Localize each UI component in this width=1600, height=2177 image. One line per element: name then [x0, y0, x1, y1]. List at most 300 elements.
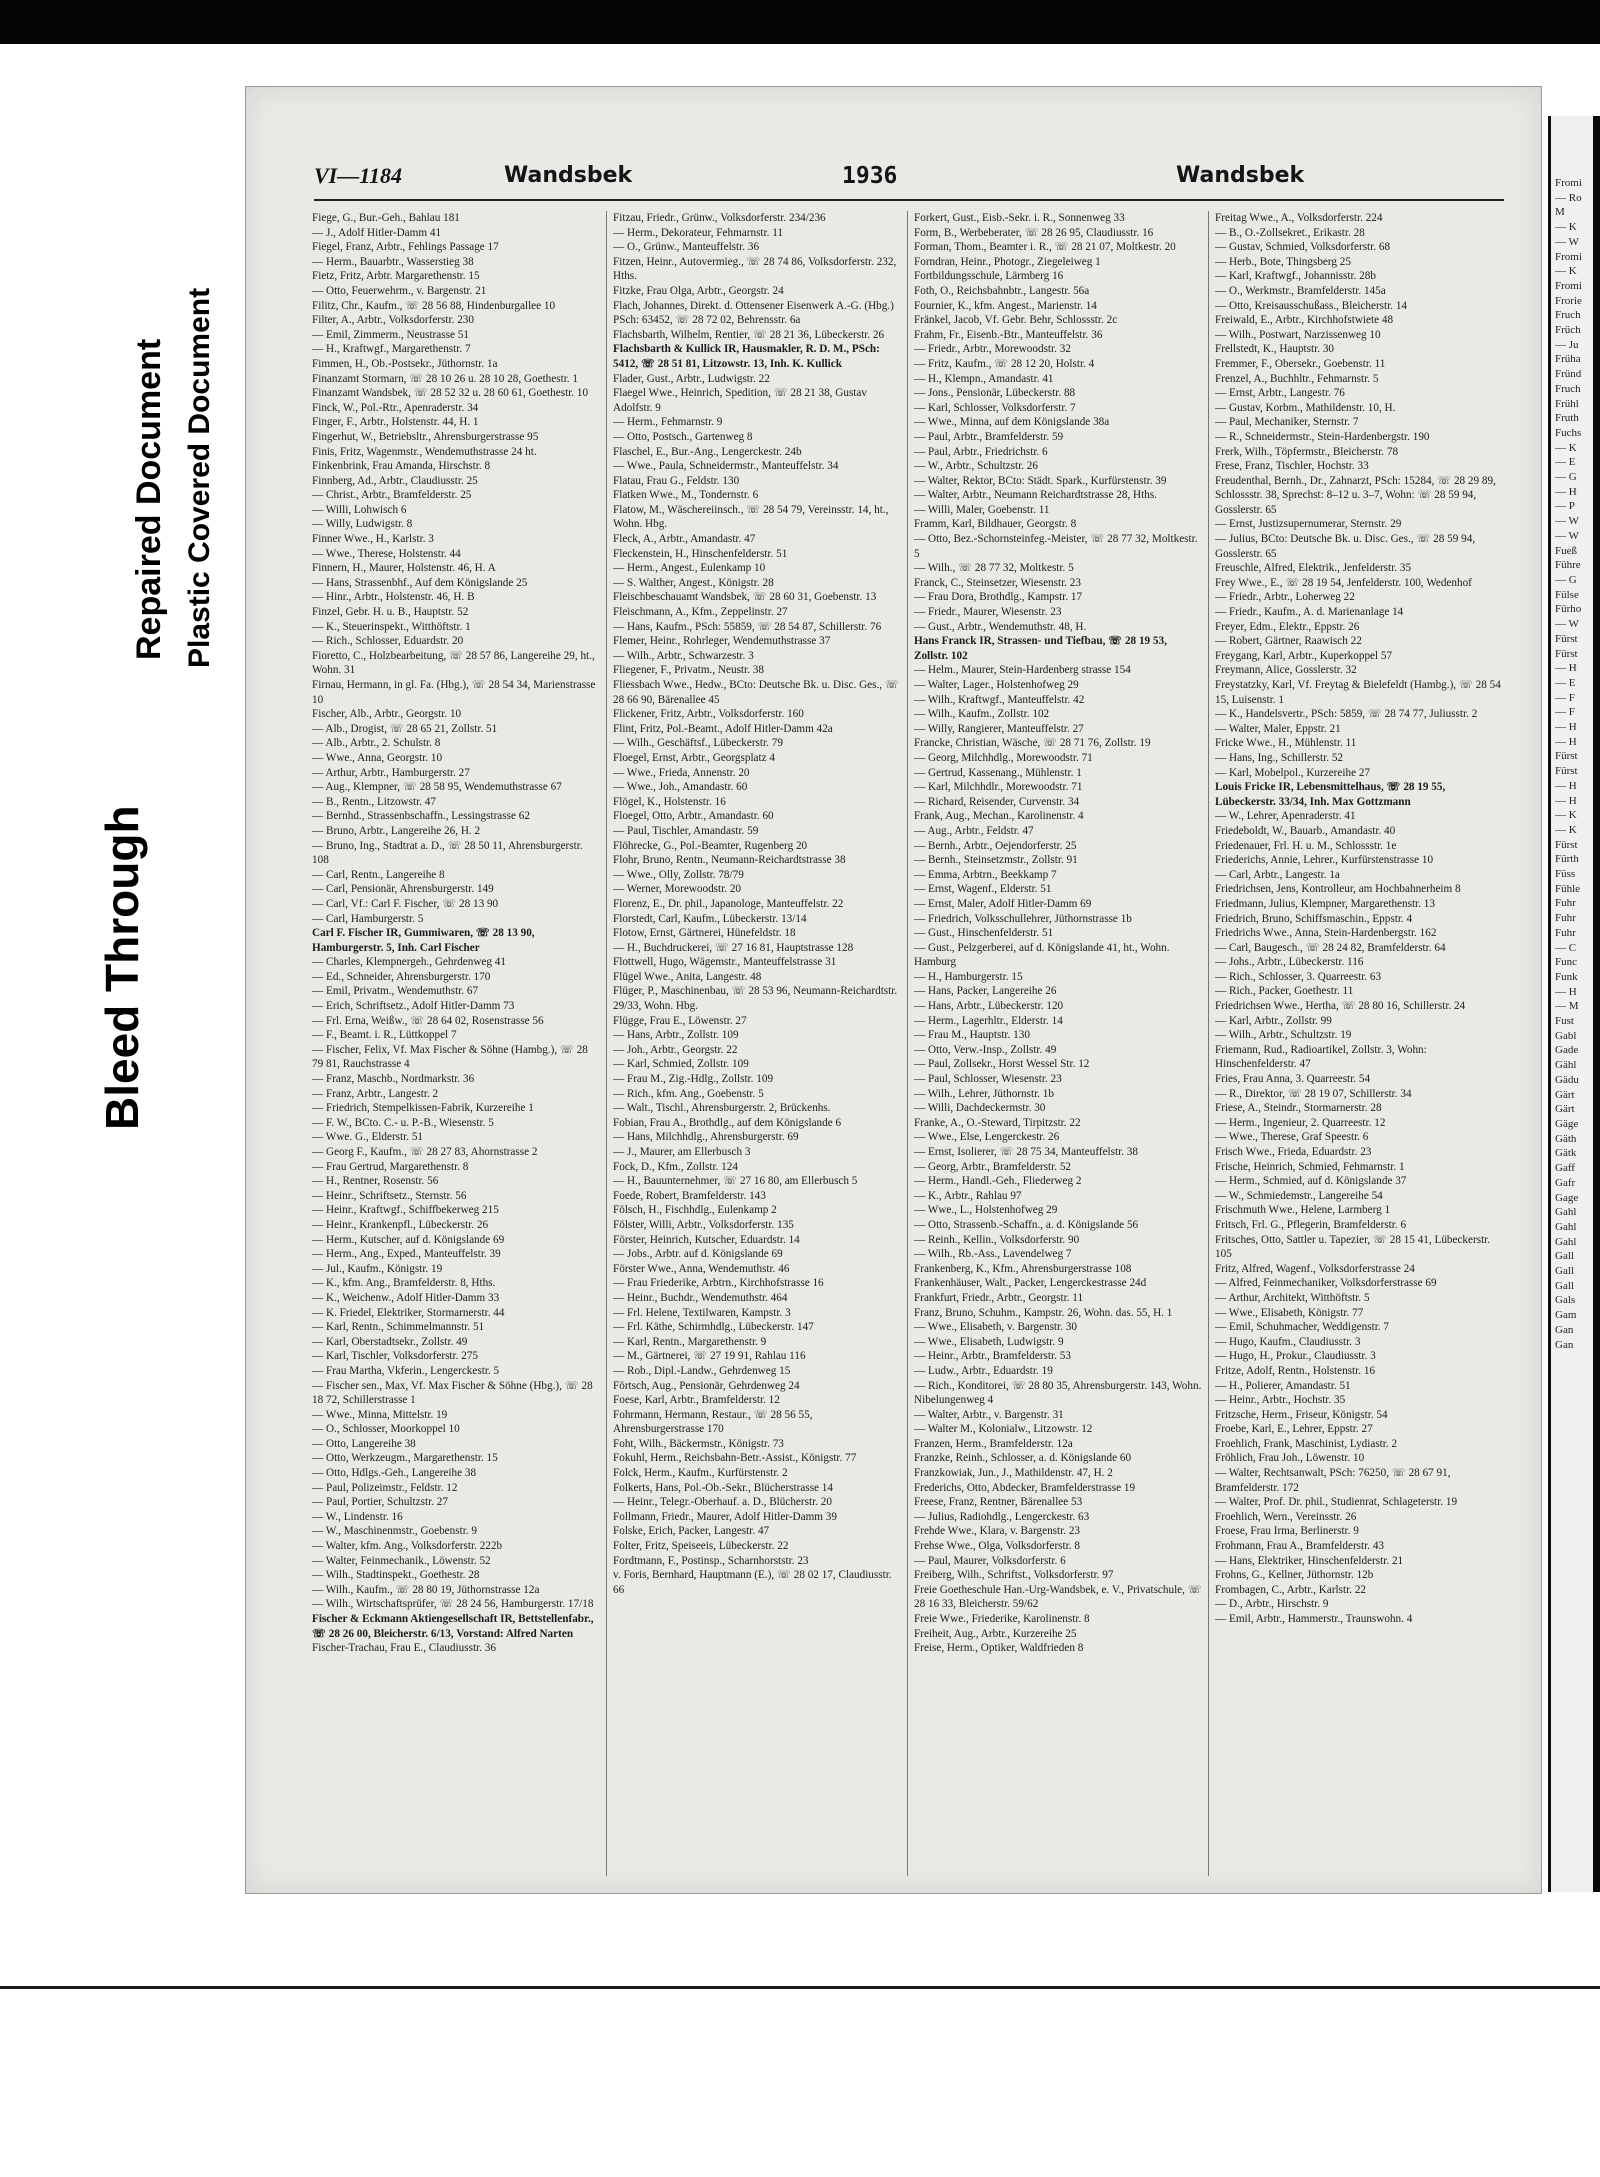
directory-entry: — F., Beamt. i. R., Lüttkoppel 7	[312, 1029, 457, 1042]
directory-entry: — Paul, Arbtr., Friedrichstr. 6	[914, 445, 1048, 458]
directory-entry: — J., Adolf Hitler-Damm 41	[312, 226, 442, 239]
directory-entry: Flügel Wwe., Anita, Langestr. 48	[613, 970, 762, 983]
directory-entry: — Gust., Hinschenfelderstr. 51	[914, 927, 1054, 940]
directory-entry: — K., Arbtr., Rahlau 97	[914, 1189, 1022, 1202]
directory-entry: — Willi, Lohwisch 6	[312, 503, 407, 516]
directory-entry: Flachsbarth & Kullick IR, Hausmakler, R. D. M., PSch: 5412, ☏ 28 51 81, Litzowstr. 13, Inh. K. Kullick	[613, 343, 880, 370]
directory-entry: — Hugo, Kaufm., Claudiusstr. 3	[1215, 1335, 1361, 1348]
adjacent-page-fragment: Fuchs	[1555, 426, 1582, 439]
directory-entry: — Georg F., Kaufm., ☏ 28 27 83, Ahornstrasse 2	[312, 1146, 538, 1158]
directory-entry: Finzel, Gebr. H. u. B., Hauptstr. 52	[312, 606, 469, 619]
directory-entry: — Ernst, Isolierer, ☏ 28 75 34, Manteuffelstr. 38	[914, 1146, 1138, 1158]
directory-entry: Floegel, Otto, Arbtr., Amandastr. 60	[613, 810, 774, 823]
directory-entry: Fobian, Frau A., Brothdlg., auf dem Königslande 6	[613, 1116, 842, 1129]
directory-entry: — Werner, Morewoodstr. 20	[613, 883, 742, 896]
directory-entry: Florenz, E., Dr. phil., Japanologe, Manteuffelstr. 22	[613, 897, 844, 910]
directory-entry: — Walter, Arbtr., v. Bargenstr. 31	[914, 1408, 1064, 1421]
directory-entry: — B., O.-Zollsekret., Erikastr. 28	[1215, 226, 1365, 239]
directory-entry: Friedrichsen, Jens, Kontrolleur, am Hochbahnerheim 8	[1215, 883, 1461, 896]
directory-entry: Foese, Karl, Arbtr., Bramfelderstr. 12	[613, 1394, 780, 1407]
directory-entry: — Willy, Ludwigstr. 8	[312, 518, 413, 531]
directory-entry: — Ludw., Arbtr., Eduardstr. 19	[914, 1364, 1053, 1377]
adjacent-page-fragment: — Ro	[1555, 191, 1582, 204]
directory-entry: — Karl, Rentn., Schimmelmannstr. 51	[312, 1321, 485, 1334]
directory-entry: Flöhrecke, G., Pol.-Beamter, Rugenberg 20	[613, 839, 808, 852]
directory-entry: — Walter, Prof. Dr. phil., Studienrat, Schlageterstr. 19	[1215, 1496, 1458, 1509]
directory-entry: Frank, Aug., Mechan., Karolinenstr. 4	[914, 810, 1084, 823]
directory-entry: v. Foris, Bernhard, Hauptmann (E.), ☏ 28 02 17, Claudiusstr. 66	[613, 1569, 892, 1596]
directory-entry: — W., Lehrer, Apenraderstr. 41	[1215, 810, 1356, 823]
adjacent-page-fragment: Früha	[1555, 353, 1581, 366]
adjacent-page-fragment: Fruth	[1555, 412, 1579, 425]
directory-entry: — Hans, Milchhdlg., Ahrensburgerstr. 69	[613, 1131, 799, 1144]
directory-entry: — Aug., Arbtr., Feldstr. 47	[914, 824, 1034, 837]
directory-entry: Fock, D., Kfm., Zollstr. 124	[613, 1160, 738, 1173]
directory-entry: — Walter, Rechtsanwalt, PSch: 76250, ☏ 28 67 91, Bramfelderstr. 172	[1215, 1467, 1451, 1494]
directory-entry: — Carl, Pensionär, Ahrensburgerstr. 149	[312, 883, 494, 896]
directory-entry: — Karl, Mobelpol., Kurzereihe 27	[1215, 766, 1371, 779]
directory-entry: — K. Friedel, Elektriker, Stormarnerstr. 44	[312, 1306, 505, 1319]
directory-entry: Frische, Heinrich, Schmied, Fehmarnstr. 1	[1215, 1160, 1405, 1173]
directory-entry: Froehlich, Frank, Maschinist, Lydiastr. 2	[1215, 1437, 1398, 1450]
directory-entry: Freitag Wwe., A., Volksdorferstr. 224	[1215, 212, 1383, 224]
directory-entry: — Gust., Arbtr., Wendemuthstr. 48, H.	[914, 620, 1087, 633]
directory-entry: — Wwe., L., Holstenhofweg 29	[914, 1204, 1058, 1217]
directory-entry: — Rich., Schlosser, 3. Quarreestr. 63	[1215, 970, 1382, 983]
directory-entry: — W., Lindenstr. 16	[312, 1510, 403, 1523]
directory-entry: Friedrichs Wwe., Anna, Stein-Hardenbergstr. 162	[1215, 927, 1437, 940]
adjacent-page-fragment: — W	[1555, 515, 1579, 528]
directory-entry: Flatow, M., Wäschereiinsch., ☏ 28 54 79, Vereinsstr. 14, ht., Wohn. Hbg.	[613, 503, 889, 531]
directory-entry: — Otto, Kreisausschußass., Bleicherstr. 14	[1215, 299, 1408, 312]
directory-entry: — Friedr., Kaufm., A. d. Marienanlage 14	[1215, 606, 1404, 619]
page-number: VI—1184	[314, 163, 403, 188]
directory-entry: — Herm., Ang., Exped., Manteuffelstr. 39	[312, 1248, 501, 1261]
directory-entry: — Karl, Rentn., Margarethenstr. 9	[613, 1335, 767, 1348]
annotation-labels	[0, 0, 245, 1986]
directory-entry: — H., Rentner, Rosenstr. 56	[312, 1175, 439, 1188]
directory-entry: — Wwe., Frieda, Annenstr. 20	[613, 766, 750, 779]
directory-entry: Froese, Frau Irma, Berlinerstr. 9	[1215, 1525, 1359, 1538]
directory-entry: — R., Direktor, ☏ 28 19 07, Schillerstr. 34	[1215, 1087, 1412, 1100]
directory-entry: — Herm., Angest., Eulenkamp 10	[613, 562, 766, 575]
directory-columns	[312, 211, 1508, 1876]
label-repaired-document: Repaired Document	[130, 338, 168, 660]
adjacent-page-fragment: Führe	[1555, 559, 1581, 572]
directory-entry: Flaegel Wwe., Heinrich, Spedition, ☏ 28 21 38, Gustav Adolfstr. 9	[613, 387, 867, 414]
adjacent-page-fragment: Fürst	[1555, 765, 1578, 778]
adjacent-page-fragment: — F	[1555, 706, 1575, 719]
directory-entry: Freuschle, Alfred, Elektrik., Jenfelderstr. 35	[1215, 562, 1412, 575]
directory-entry: Frohns, G., Kellner, Jüthornstr. 12b	[1215, 1569, 1374, 1582]
directory-entry: — Wilh., Geschäftsf., Lübeckerstr. 79	[613, 737, 783, 750]
adjacent-page-fragment: Gahl	[1555, 1206, 1577, 1219]
directory-entry: Finck, W., Pol.-Rtr., Apenraderstr. 34	[312, 401, 479, 414]
directory-entry: — Rich., Konditorei, ☏ 28 80 35, Ahrensburgerstr. 143, Wohn. Nibelungenweg 4	[914, 1379, 1202, 1407]
adjacent-page-fragment: Gan	[1555, 1323, 1574, 1336]
directory-entry: Fitzke, Frau Olga, Arbtr., Georgstr. 24	[613, 284, 784, 297]
directory-entry: Frederichs, Otto, Abdecker, Bramfelderstrasse 19	[914, 1481, 1136, 1494]
directory-entry: Fohrmann, Hermann, Restaur., ☏ 28 56 55, Ahrensburgerstrasse 170	[613, 1408, 813, 1436]
directory-entry: Franck, C., Steinsetzer, Wiesenstr. 23	[914, 576, 1081, 589]
directory-entry: — Wilh., Kraftwgf., Manteuffelstr. 42	[914, 693, 1085, 706]
directory-entry: — Wwe. G., Elderstr. 51	[312, 1131, 424, 1144]
directory-entry: — Willy, Rangierer, Manteuffelstr. 27	[914, 722, 1084, 735]
directory-entry: — Wwe., Elisabeth, Königstr. 77	[1215, 1306, 1364, 1319]
directory-entry: — Walter, Rektor, BCto: Städt. Spark., Kurfürstenstr. 39	[914, 474, 1167, 487]
adjacent-page-fragment: Fürth	[1555, 853, 1579, 866]
directory-entry: Freymann, Alice, Gosslerstr. 32	[1215, 664, 1357, 677]
directory-entry: — Willi, Maler, Goebenstr. 11	[914, 503, 1050, 516]
directory-entry: — Friedr., Arbtr., Loherweg 22	[1215, 591, 1355, 604]
directory-entry: Fölster, Willi, Arbtr., Volksdorferstr. 135	[613, 1218, 794, 1231]
directory-entry: Friemann, Rud., Radioartikel, Zollstr. 3, Wohn: Hinschenfelderstr. 47	[1215, 1043, 1427, 1071]
directory-entry: — H., Hamburgerstr. 15	[914, 970, 1023, 983]
adjacent-page-fragment: — H	[1555, 735, 1577, 748]
directory-entry: — Wilh., Wirtschaftsprüfer, ☏ 28 24 56, Hamburgerstr. 17/18	[312, 1598, 594, 1611]
adjacent-page-fragment: Gan	[1555, 1338, 1574, 1351]
directory-entry: Friedeboldt, W., Bauarb., Amandastr. 40	[1215, 824, 1396, 837]
directory-entry: Fiegel, Franz, Arbtr., Fehlings Passage 17	[312, 241, 499, 254]
directory-entry: — Arthur, Arbtr., Hamburgerstr. 27	[312, 766, 470, 779]
directory-entry: Friedenauer, Frl. H. u. M., Schlossstr. 1e	[1215, 839, 1397, 852]
adjacent-page-fragment: — K	[1555, 221, 1577, 234]
directory-entry: Folkerts, Hans, Pol.-Ob.-Sekr., Blücherstrasse 14	[613, 1481, 833, 1494]
directory-entry: — Alb., Arbtr., 2. Schulstr. 8	[312, 737, 441, 750]
directory-entry: — Otto, Hdlgs.-Geh., Langereihe 38	[312, 1467, 477, 1480]
directory-entry: — Hans, Packer, Langereihe 26	[914, 985, 1057, 998]
directory-entry: — Heinr., Arbtr., Hochstr. 35	[1215, 1394, 1346, 1407]
directory-entry: — Ernst, Maler, Adolf Hitler-Damm 69	[914, 897, 1092, 910]
directory-entry: Flach, Johannes, Direkt. d. Ottensener Eisenwerk A.-G. (Hbg.) PSch: 63452, ☏ 28 72 02, Behrensstr. 6a	[613, 299, 894, 327]
directory-entry: — Frau Gertrud, Margarethenstr. 8	[312, 1160, 469, 1173]
adjacent-page-fragment: Gärt	[1555, 1103, 1575, 1116]
directory-entry: Friederichs, Annie, Lehrer., Kurfürstenstrasse 10	[1215, 854, 1434, 867]
directory-entry: Finanzamt Stormarn, ☏ 28 10 26 u. 28 10 28, Goethestr. 1	[312, 372, 578, 385]
directory-entry: — Paul, Tischler, Amandastr. 59	[613, 824, 759, 837]
directory-entry: — Bernhd., Strassenbschaffn., Lessingstrasse 62	[312, 810, 530, 823]
directory-entry: — Wilh., Stadtinspekt., Goethestr. 28	[312, 1569, 480, 1582]
adjacent-page-fragment: Gam	[1555, 1309, 1577, 1322]
directory-entry: — Walter M., Kolonialw., Litzowstr. 12	[914, 1423, 1093, 1436]
header-year: 1936	[842, 163, 898, 189]
directory-entry: Fritz, Alfred, Wagenf., Volksdorferstrasse 24	[1215, 1262, 1415, 1275]
adjacent-page-fragment: Frorie	[1555, 294, 1582, 307]
directory-entry: — Wwe., Anna, Georgstr. 10	[312, 751, 443, 764]
directory-entry: — Herm., Fehmarnstr. 9	[613, 416, 723, 429]
directory-entry: Form, B., Werbeberater, ☏ 28 26 95, Claudiusstr. 16	[914, 226, 1154, 239]
adjacent-page-fragment: — G	[1555, 471, 1577, 484]
directory-entry: Fränkel, Jacob, Vf. Gebr. Behr, Schlossstr. 2c	[914, 314, 1118, 327]
directory-entry: — B., Rentn., Litzowstr. 47	[312, 795, 436, 808]
directory-entry: — Arthur, Architekt, Witthöftstr. 5	[1215, 1291, 1370, 1304]
directory-entry: Freyer, Edm., Elektr., Eppstr. 26	[1215, 620, 1360, 633]
directory-entry: — F. W., BCto. C.- u. P.-B., Wiesenstr. 5	[312, 1116, 494, 1129]
adjacent-page-fragment: Fueß	[1555, 544, 1577, 557]
directory-entry: — Hans, Kaufm., PSch: 55859, ☏ 28 54 87, Schillerstr. 76	[613, 620, 882, 633]
directory-entry: — Wilh., Kaufm., ☏ 28 80 19, Jüthornstrasse 12a	[312, 1583, 540, 1596]
directory-entry: — Willi, Dachdeckermstr. 30	[914, 1102, 1046, 1115]
directory-entry: Fioretto, C., Holzbearbeitung, ☏ 28 57 86, Langereihe 29, ht., Wohn. 31	[312, 649, 595, 677]
directory-entry: — Rich., Packer, Goethestr. 11	[1215, 985, 1354, 998]
directory-entry: — Carl, Baugesch., ☏ 28 24 82, Bramfelderstr. 64	[1215, 941, 1446, 954]
adjacent-page-fragment: Fromi	[1555, 250, 1582, 263]
label-plastic-covered: Plastic Covered Document	[183, 287, 216, 668]
directory-entry: Freudenthal, Bernh., Dr., Zahnarzt, PSch: 15284, ☏ 28 29 89, Schlossstr. 38, Sprechst: 8–12 u. 3–7, Wohn: ☏ 28 59 94, Gosslerstr. 65	[1215, 474, 1496, 516]
directory-entry: Franzke, Reinh., Schlosser, a. d. Königslande 60	[914, 1452, 1132, 1465]
directory-entry: — Jons., Pensionär, Lübeckerstr. 88	[914, 387, 1076, 400]
directory-entry: — Alb., Drogist, ☏ 28 65 21, Zollstr. 51	[312, 722, 498, 735]
directory-entry: Frehde Wwe., Klara, v. Bargenstr. 23	[914, 1525, 1081, 1538]
adjacent-page-fragment: — P	[1555, 500, 1575, 513]
directory-entry: — Karl, Arbtr., Zollstr. 99	[1215, 1014, 1332, 1027]
directory-entry: Frankenberg, K., Kfm., Ahrensburgerstrasse 108	[914, 1262, 1132, 1275]
directory-entry: — Ernst, Arbtr., Langestr. 76	[1215, 387, 1345, 400]
directory-entry: — Frau M., Hauptstr. 130	[914, 1029, 1030, 1042]
directory-entry: — W., Schmiedemstr., Langereihe 54	[1215, 1189, 1383, 1202]
directory-entry: — Herm., Bauarbtr., Wasserstieg 38	[312, 255, 474, 268]
directory-entry: Fritze, Adolf, Rentn., Holstenstr. 16	[1215, 1364, 1376, 1377]
adjacent-page-fragment: Gähl	[1555, 1059, 1577, 1072]
directory-entry: — Paul, Maurer, Volksdorferstr. 6	[914, 1554, 1066, 1567]
directory-entry: Framm, Karl, Bildhauer, Georgstr. 8	[914, 518, 1077, 531]
directory-entry: Fischer, Alb., Arbtr., Georgstr. 10	[312, 708, 462, 721]
directory-entry: — Otto, Feuerwehrm., v. Bargenstr. 21	[312, 284, 487, 297]
directory-entry: — Heinr., Schriftsetz., Sternstr. 56	[312, 1189, 467, 1202]
directory-entry: Carl F. Fischer IR, Gummiwaren, ☏ 28 13 90, Hamburgerstr. 5, Inh. Carl Fischer	[312, 927, 535, 954]
adjacent-page-fragment: Gaff	[1555, 1162, 1575, 1175]
adjacent-page-fragment: Gage	[1555, 1191, 1579, 1204]
adjacent-page-fragment: Gall	[1555, 1265, 1574, 1278]
adjacent-page-fragment: Füss	[1555, 868, 1576, 881]
directory-entry: — Alfred, Feinmechaniker, Volksdorferstrasse 69	[1215, 1277, 1437, 1290]
adjacent-page-fragment: Fromi	[1555, 279, 1582, 292]
directory-entry: — Julius, Radiohdlg., Lengerckestr. 63	[914, 1510, 1090, 1523]
adjacent-page-fragment: Fuhr	[1555, 926, 1576, 939]
directory-entry: Friedrich, Bruno, Schiffsmaschin., Eppstr. 4	[1215, 912, 1413, 925]
directory-entry: — Heinr., Telegr.-Oberhauf. a. D., Blücherstr. 20	[613, 1496, 832, 1509]
directory-entry: — Carl, Hamburgerstr. 5	[312, 912, 424, 925]
directory-entry: — Frl. Käthe, Schirmhdlg., Lübeckerstr. 147	[613, 1321, 814, 1334]
directory-entry: Finner Wwe., H., Karlstr. 3	[312, 533, 434, 546]
directory-entry: Freese, Franz, Rentner, Bärenallee 53	[914, 1496, 1083, 1509]
adjacent-page-fragment: Fürst	[1555, 647, 1578, 660]
directory-entry: — Otto, Strassenb.-Schaffn., a. d. Königslande 56	[914, 1218, 1139, 1231]
directory-entry: — Friedrich, Volksschullehrer, Jüthornstrasse 1b	[914, 912, 1132, 925]
directory-entry: — Rob., Dipl.-Landw., Gehrdenweg 15	[613, 1364, 791, 1377]
directory-entry: — Ed., Schneider, Ahrensburgerstr. 170	[312, 970, 491, 983]
directory-entry: Fitzau, Friedr., Grünw., Volksdorferstr. 234/236	[613, 212, 826, 224]
directory-entry: Freie Wwe., Friederike, Karolinenstr. 8	[914, 1613, 1090, 1625]
directory-entry: — Aug., Klempner, ☏ 28 58 95, Wendemuthstrasse 67	[312, 781, 562, 794]
directory-entry: — Herm., Kutscher, auf d. Königslande 69	[312, 1233, 505, 1246]
directory-entry: Franzen, Herm., Bramfelderstr. 12a	[914, 1437, 1073, 1450]
directory-entry: — Heinr., Arbtr., Bramfelderstr. 53	[914, 1350, 1071, 1363]
directory-entry: Frellstedt, K., Hauptstr. 30	[1215, 343, 1335, 356]
directory-entry: Frischmuth Wwe., Helene, Larmberg 1	[1215, 1204, 1391, 1217]
directory-entry: Fremmer, F., Obersekr., Goebenstr. 11	[1215, 357, 1386, 370]
directory-entry: — Walter, Maler, Eppstr. 21	[1215, 722, 1341, 735]
directory-entry: — Wilh., Lehrer, Jüthornstr. 1b	[914, 1087, 1054, 1100]
directory-page	[245, 86, 1542, 1894]
directory-entry: Hans Franck IR, Strassen- und Tiefbau, ☏ 28 19 53, Zollstr. 102	[914, 635, 1167, 662]
directory-entry: — Otto, Werkzeugm., Margarethenstr. 15	[312, 1452, 498, 1465]
directory-entry: Freiberg, Wilh., Schriftst., Volksdorferstr. 97	[914, 1569, 1114, 1582]
directory-entry: Freygang, Karl, Arbtr., Kuperkoppel 57	[1215, 649, 1393, 662]
scan-bottom-border	[0, 1986, 1600, 1989]
directory-entry: — Bernh., Steinsetzmstr., Zollstr. 91	[914, 854, 1078, 867]
directory-entry: Fleischmann, A., Kfm., Zeppelinstr. 27	[613, 606, 788, 619]
directory-entry: — K., Handelsvertr., PSch: 5859, ☏ 28 74 77, Juliusstr. 2	[1215, 708, 1478, 721]
adjacent-page-fragment: Fülse	[1555, 588, 1579, 601]
directory-entry: Forkert, Gust., Eisb.-Sekr. i. R., Sonnenweg 33	[914, 212, 1125, 224]
directory-entry: Förster Wwe., Anna, Wendemuthstr. 46	[613, 1262, 790, 1275]
adjacent-page-fragment: — H	[1555, 794, 1577, 807]
directory-entry: — Frl. Erna, Weißw., ☏ 28 64 02, Rosenstrasse 56	[312, 1014, 544, 1027]
directory-entry: — Rich., kfm. Ang., Goebenstr. 5	[613, 1087, 764, 1100]
adjacent-page-edge	[1548, 116, 1600, 1892]
directory-entry: Frankenhäuser, Walt., Packer, Lengerckestrasse 24d	[914, 1277, 1147, 1290]
directory-entry: — Emil, Arbtr., Hammerstr., Traunswohn. 4	[1215, 1613, 1413, 1625]
directory-entry: Flatau, Frau G., Feldstr. 130	[613, 474, 740, 487]
adjacent-page-fragment: — C	[1555, 941, 1577, 954]
directory-entry: — Georg, Milchhdlg., Morewoodstr. 71	[914, 751, 1093, 764]
directory-entry: Flaschel, E., Bur.-Ang., Lengerckestr. 24b	[613, 445, 802, 458]
directory-entry: Flint, Fritz, Pol.-Beamt., Adolf Hitler-Damm 42a	[613, 722, 833, 735]
adjacent-page-fragment: — H	[1555, 721, 1577, 734]
directory-entry: Franzkowiak, Jun., J., Mathildenstr. 47, H. 2	[914, 1467, 1113, 1480]
directory-entry: — Fischer, Felix, Vf. Max Fischer & Söhne (Hambg.), ☏ 28 79 81, Rauchstrasse 4	[312, 1043, 588, 1071]
directory-entry: Forman, Thom., Beamter i. R., ☏ 28 21 07, Moltkestr. 20	[914, 241, 1176, 254]
directory-entry: — J., Maurer, am Ellerbusch 3	[613, 1146, 751, 1158]
label-bleed-through: Bleed Through	[96, 805, 148, 1130]
directory-entry: Fritsches, Otto, Sattler u. Tapezier, ☏ 28 15 41, Lübeckerstr. 105	[1215, 1233, 1491, 1261]
directory-entry: — D., Arbtr., Hirschstr. 9	[1215, 1598, 1329, 1611]
directory-entry: — Joh., Arbtr., Georgstr. 22	[613, 1043, 738, 1056]
directory-entry: — Helm., Maurer, Stein-Hardenberg strasse 154	[914, 664, 1131, 677]
directory-entry: Fleck, A., Arbtr., Amandastr. 47	[613, 533, 756, 546]
directory-entry: — Friedrich, Stempelkissen-Fabrik, Kurzereihe 1	[312, 1102, 534, 1115]
directory-entry: — Karl, Tischler, Volksdorferstr. 275	[312, 1350, 479, 1363]
directory-entry: — Heinr., Buchdr., Wendemuthstr. 464	[613, 1291, 788, 1304]
directory-entry: — Franz, Arbtr., Langestr. 2	[312, 1087, 439, 1100]
directory-entry: — O., Schlosser, Moorkoppel 10	[312, 1423, 460, 1436]
adjacent-page-fragment: Gärt	[1555, 1088, 1575, 1101]
directory-entry: — H., Bauunternehmer, ☏ 27 16 80, am Ellerbusch 5	[613, 1175, 858, 1188]
directory-entry: — Herm., Schmied, auf d. Königslande 37	[1215, 1175, 1407, 1188]
directory-entry: — Herm., Ingenieur, 2. Quarreestr. 12	[1215, 1116, 1386, 1129]
directory-entry: — Herm., Dekorateur, Fehmarnstr. 11	[613, 226, 784, 239]
directory-entry: — Karl, Schlosser, Volksdorferstr. 7	[914, 401, 1076, 414]
directory-entry: — Christ., Arbtr., Bramfelderstr. 25	[312, 489, 472, 502]
directory-entry: Fliessbach Wwe., Hedw., BCto: Deutsche Bk. u. Disc. Ges., ☏ 28 66 90, Bärenallee 45	[613, 679, 899, 706]
directory-entry: Flemer, Heinr., Rohrleger, Wendemuthstrasse 37	[613, 635, 831, 648]
directory-entry: — Julius, BCto: Deutsche Bk. u. Disc. Ges., ☏ 28 59 94, Gosslerstr. 65	[1215, 533, 1476, 560]
directory-entry: Fimmen, H., Ob.-Postsekr., Jüthornstr. 1a	[312, 357, 498, 370]
header-title-left: Wandsbek	[504, 163, 633, 188]
directory-entry: — Fischer sen., Max, Vf. Max Fischer & Söhne (Hbg.), ☏ 28 18 72, Schillerstrasse 1	[312, 1379, 593, 1407]
directory-entry: — Heinr., Kraftwgf., Schiffbekerweg 215	[312, 1204, 499, 1217]
directory-entry: Flickener, Fritz, Arbtr., Volksdorferstr. 160	[613, 708, 804, 721]
adjacent-page-fragment: — H	[1555, 779, 1577, 792]
directory-entry: — Paul, Polizeimstr., Feldstr. 12	[312, 1481, 458, 1494]
directory-entry: — Reinh., Kellin., Volksdorferstr. 90	[914, 1233, 1080, 1246]
adjacent-page-fragment: Früch	[1555, 324, 1581, 337]
adjacent-page-fragment: Fühle	[1555, 882, 1581, 895]
directory-entry: Floegel, Ernst, Arbtr., Georgsplatz 4	[613, 751, 775, 764]
directory-entry: — Karl, Oberstadtsekr., Zollstr. 49	[312, 1335, 468, 1348]
directory-entry: Flottwell, Hugo, Wägemstr., Manteuffelstrasse 31	[613, 956, 837, 969]
directory-entry: Fordtmann, F., Postinsp., Scharnhorststr. 23	[613, 1554, 809, 1567]
directory-entry: — Karl, Schmied, Zollstr. 109	[613, 1058, 749, 1071]
directory-entry: — Frau Martha, Vkferin., Lengerckestr. 5	[312, 1364, 500, 1377]
column-divider	[606, 211, 607, 1876]
directory-entry: — Fritz, Kaufm., ☏ 28 12 20, Holstr. 4	[914, 357, 1095, 370]
directory-entry: Flögel, K., Holstenstr. 16	[613, 795, 726, 808]
directory-entry: — Carl, Arbtr., Langestr. 1a	[1215, 868, 1340, 881]
directory-entry: Finnberg, Ad., Arbtr., Claudiusstr. 25	[312, 474, 478, 487]
directory-entry: — Wwe., Olly, Zollstr. 78/79	[613, 868, 744, 881]
directory-entry: — Gertrud, Kassenang., Mühlenstr. 1	[914, 766, 1082, 779]
directory-entry: — Wwe., Minna, auf dem Königslande 38a	[914, 416, 1110, 429]
directory-entry: Fleckenstein, H., Hinschenfelderstr. 51	[613, 547, 788, 560]
directory-entry: — Hugo, H., Prokur., Claudiusstr. 3	[1215, 1350, 1376, 1363]
directory-entry: — Otto, Verw.-Insp., Zollstr. 49	[914, 1043, 1057, 1056]
directory-entry: Francke, Christian, Wäsche, ☏ 28 71 76, Zollstr. 19	[914, 737, 1151, 750]
directory-entry: Foede, Robert, Bramfelderstr. 143	[613, 1189, 766, 1202]
adjacent-page-fragment: — E	[1555, 676, 1576, 689]
directory-entry: Frehse Wwe., Olga, Volksdorferstr. 8	[914, 1540, 1080, 1553]
directory-entry: — Hans, Arbtr., Lübeckerstr. 120	[914, 1000, 1064, 1013]
directory-entry: — Wwe., Else, Lengerckestr. 26	[914, 1131, 1060, 1144]
adjacent-page-fragment: Gabl	[1555, 1029, 1577, 1042]
adjacent-page-fragment: Fürst	[1555, 632, 1578, 645]
directory-entry: Folter, Fritz, Speiseeis, Lübeckerstr. 22	[613, 1540, 789, 1553]
directory-entry: — Wilh., Kaufm., Zollstr. 102	[914, 708, 1050, 721]
directory-entry: Flügge, Frau E., Löwenstr. 27	[613, 1014, 747, 1027]
adjacent-page-fragment: — Ju	[1555, 338, 1579, 351]
directory-entry: — Johs., Arbtr., Lübeckerstr. 116	[1215, 956, 1364, 969]
directory-entry: Frombagen, C., Arbtr., Karlstr. 22	[1215, 1583, 1367, 1596]
directory-entry: Froehlich, Wern., Vereinsstr. 26	[1215, 1510, 1357, 1523]
directory-entry: — Hans, Elektriker, Hinschenfelderstr. 21	[1215, 1554, 1404, 1567]
directory-entry: Foht, Wilh., Bäckermstr., Königstr. 73	[613, 1437, 784, 1450]
directory-entry: Froebe, Karl, E., Lehrer, Eppstr. 27	[1215, 1423, 1373, 1436]
adjacent-page-fragment: Fruch	[1555, 309, 1581, 322]
directory-entry: — O., Grünw., Manteuffelstr. 36	[613, 241, 760, 254]
directory-entry: Flachsbarth, Wilhelm, Rentier, ☏ 28 21 36, Lübeckerstr. 26	[613, 328, 885, 341]
directory-entry: — Walter, Feinmechanik., Löwenstr. 52	[312, 1554, 491, 1567]
directory-entry: Freiwald, E., Arbtr., Kirchhofstwiete 48	[1215, 314, 1394, 327]
directory-entry: — Emma, Arbtrn., Beekkamp 7	[914, 868, 1057, 881]
directory-entry: Fitzen, Heinr., Autovermieg., ☏ 28 74 86, Volksdorferstr. 232, Hths.	[613, 255, 897, 283]
directory-entry: Finanzamt Wandsbek, ☏ 28 52 32 u. 28 60 61, Goethestr. 10	[312, 387, 589, 400]
adjacent-page-fragment: Gätk	[1555, 1147, 1577, 1160]
directory-entry: — Gust., Pelzgerberei, auf d. Königslande 41, ht., Wohn. Hamburg	[914, 941, 1170, 969]
directory-entry: Flader, Gust., Arbtr., Ludwigstr. 22	[613, 372, 770, 385]
directory-entry: — Emil, Zimmerm., Neustrasse 51	[312, 328, 469, 341]
adjacent-page-fragment: Gafr	[1555, 1176, 1576, 1189]
adjacent-page-fragment: Gall	[1555, 1250, 1574, 1263]
adjacent-page-fragment: Gals	[1555, 1294, 1576, 1307]
directory-entry: Fliegener, F., Privatm., Neustr. 38	[613, 664, 764, 677]
directory-entry: — Ernst, Justizsupernumerar, Sternstr. 29	[1215, 518, 1402, 531]
directory-entry: — O., Werkmstr., Bramfelderstr. 145a	[1215, 284, 1386, 297]
directory-entry: Filter, A., Arbtr., Volksdorferstr. 230	[312, 314, 474, 327]
directory-entry: — Wwe., Paula, Schneidermstr., Manteuffelstr. 34	[613, 460, 839, 473]
directory-entry: — Frau Dora, Brothdlg., Kampstr. 17	[914, 591, 1083, 604]
directory-entry: Fiege, G., Bur.-Geh., Bahlau 181	[312, 212, 460, 224]
